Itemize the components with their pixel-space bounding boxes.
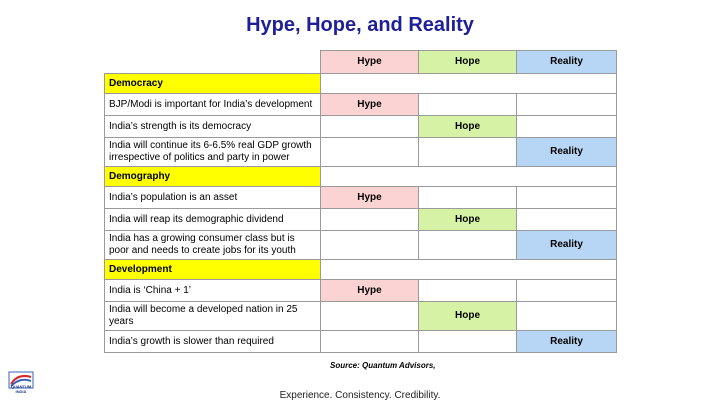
empty-cell <box>517 187 617 209</box>
empty-cell <box>517 302 617 331</box>
source-note: Source: Quantum Advisors, <box>330 361 436 370</box>
empty-cell <box>419 331 517 353</box>
page-title: Hype, Hope, and Reality <box>246 14 474 36</box>
empty-cell <box>419 187 517 209</box>
empty-cell <box>321 331 419 353</box>
hope-mark: Hope <box>419 209 517 231</box>
row-statement: India has a growing consumer class but is poor and needs to create jobs for its youth <box>105 231 321 260</box>
section-filler <box>321 260 617 280</box>
empty-cell <box>419 138 517 167</box>
footer-tagline: Experience. Consistency. Credibility. <box>279 390 441 401</box>
section-row-democracy <box>105 74 617 94</box>
row-statement: India’s population is an asset <box>105 187 321 209</box>
empty-cell <box>517 94 617 116</box>
hope-mark: Hope <box>419 302 517 331</box>
row-statement: India will become a developed nation in 25 years <box>105 302 321 331</box>
table-row <box>105 94 617 116</box>
header-hype: Hype <box>321 51 419 74</box>
row-statement: India’s strength is its democracy <box>105 116 321 138</box>
logo-sub: INDIA <box>15 389 27 394</box>
section-row-development <box>105 260 617 280</box>
empty-cell <box>321 209 419 231</box>
reality-mark: Reality <box>517 331 617 353</box>
row-statement: India’s growth is slower than required <box>105 331 321 353</box>
hype-hope-reality-table <box>104 50 617 353</box>
row-statement: India will reap its demographic dividend <box>105 209 321 231</box>
section-label: Democracy <box>105 74 321 94</box>
empty-cell <box>517 116 617 138</box>
table-row <box>105 187 617 209</box>
header-hope: Hope <box>419 51 517 74</box>
hope-mark: Hope <box>419 116 517 138</box>
reality-mark: Reality <box>517 138 617 167</box>
logo-name: QUANTUM <box>10 384 32 389</box>
empty-cell <box>517 280 617 302</box>
row-statement: India is ‘China + 1’ <box>105 280 321 302</box>
table-row <box>105 231 617 260</box>
empty-cell <box>321 138 419 167</box>
header-corner <box>105 51 321 74</box>
section-label: Demography <box>105 167 321 187</box>
header-reality: Reality <box>517 51 617 74</box>
section-filler <box>321 167 617 187</box>
table-row <box>105 302 617 331</box>
header-row <box>105 51 617 74</box>
empty-cell <box>321 231 419 260</box>
table-row <box>105 209 617 231</box>
table-row <box>105 116 617 138</box>
hype-mark: Hype <box>321 187 419 209</box>
empty-cell <box>517 209 617 231</box>
section-row-demography <box>105 167 617 187</box>
row-statement: BJP/Modi is important for India’s development <box>105 94 321 116</box>
section-filler <box>321 74 617 94</box>
table-row <box>105 138 617 167</box>
empty-cell <box>321 302 419 331</box>
empty-cell <box>419 94 517 116</box>
hype-mark: Hype <box>321 280 419 302</box>
table-row <box>105 280 617 302</box>
section-label: Development <box>105 260 321 280</box>
reality-mark: Reality <box>517 231 617 260</box>
empty-cell <box>419 280 517 302</box>
table-row <box>105 331 617 353</box>
row-statement: India will continue its 6-6.5% real GDP growth irrespective of politics and party in power <box>105 138 321 167</box>
hype-mark: Hype <box>321 94 419 116</box>
empty-cell <box>419 231 517 260</box>
empty-cell <box>321 116 419 138</box>
